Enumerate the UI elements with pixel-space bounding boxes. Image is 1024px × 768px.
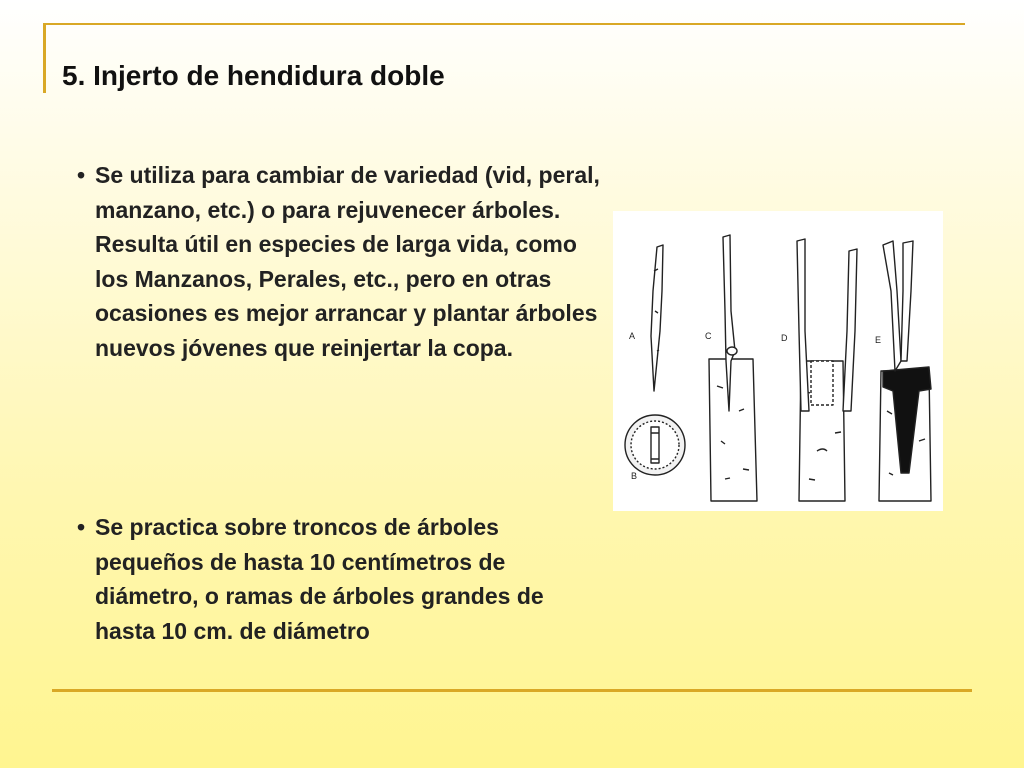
scion-e1 [883,241,901,371]
grafting-drawing [613,211,943,511]
grafting-illustration [613,211,943,511]
bullet-symbol-2: • [77,514,86,540]
label-e: E [875,335,882,345]
bottom-rule [52,689,972,692]
bullet-symbol-1: • [77,162,86,188]
scion-d1 [797,239,809,411]
top-rule [43,23,965,25]
bullet-item-1 [77,158,605,365]
bullet-text-2: Se practica sobre troncos de árboles pequeños de hasta 10 centímetros de diámetro, o ramas de árboles grandes de hasta 10 cm. de diámetro [95,514,544,644]
label-c: C [705,331,712,341]
scion-d2 [843,249,857,411]
label-b: B [631,471,638,481]
left-rule [43,23,46,93]
stock-c [709,359,757,501]
bullet-item-2 [77,510,605,648]
scion-e2 [901,241,913,361]
label-d: D [781,333,788,343]
scion-a [651,245,663,391]
label-a: A [629,331,636,341]
slide-title: 5. Injerto de hendidura doble [62,60,445,91]
bullet-text-1: Se utiliza para cambiar de variedad (vid, peral, manzano, etc.) o para rejuvenecer árboles. Resulta útil en especies de larga vida, como los Manzanos, Perales, etc., pero en otras ocasiones es mejor arrancar y plantar árboles nuevos jóvenes que reinjertar la copa. [95,162,600,361]
